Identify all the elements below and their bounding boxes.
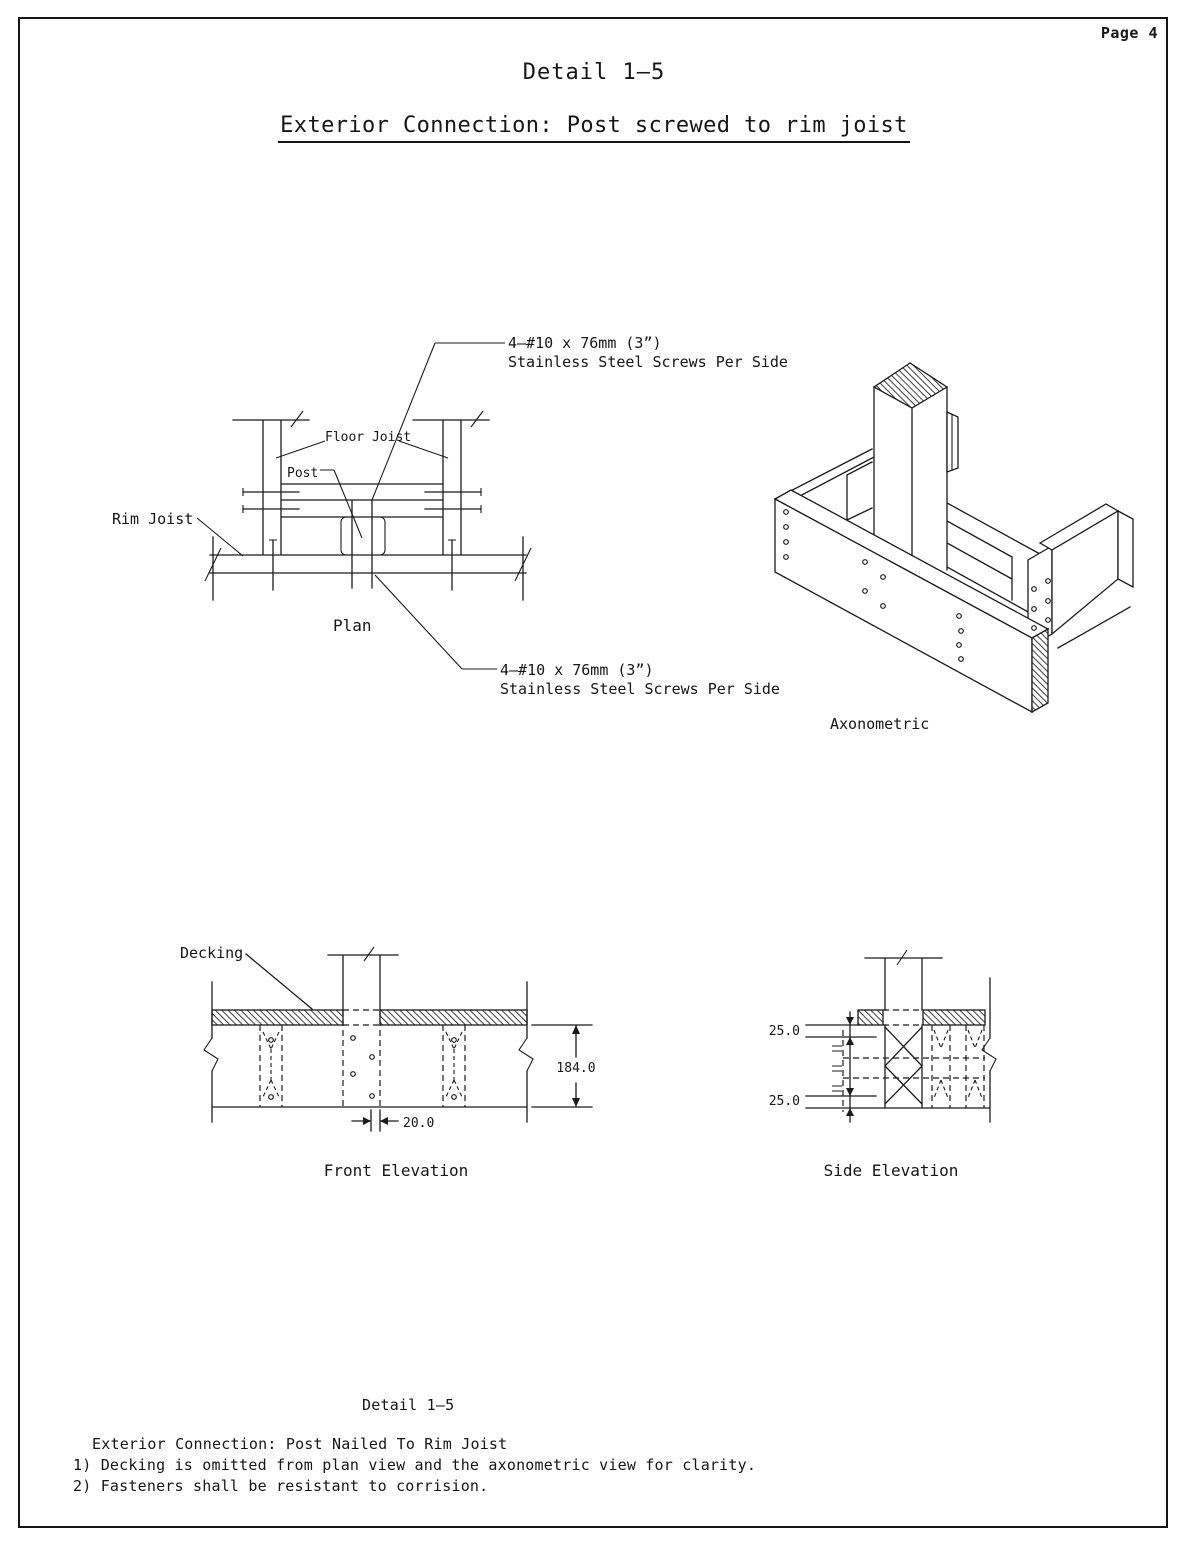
- screw-callout-top: [508, 334, 788, 371]
- width-dimension: 20.0: [403, 1116, 435, 1131]
- hidden-screw-pattern: [263, 1032, 462, 1097]
- plan-label: Plan: [333, 616, 372, 635]
- callout-bottom-line2: Stainless Steel Screws Per Side: [500, 680, 780, 698]
- callout-bottom-line1: 4–#10 x 76mm (3”): [500, 661, 654, 679]
- note-2: 2) Fasteners shall be resistant to corrision.: [73, 1477, 489, 1495]
- detail-title: Detail 1–5: [522, 60, 666, 85]
- decking-label: Decking: [180, 944, 244, 962]
- floor-joist-label: Floor Joist: [325, 430, 412, 445]
- notes-detail-ref: Detail 1–5: [362, 1396, 455, 1414]
- post-label: Post: [287, 466, 319, 481]
- axonometric-view: [775, 363, 1133, 733]
- rim-joist-label: Rim Joist: [112, 510, 194, 528]
- plan-post-blocking: [341, 517, 385, 555]
- side-decking-hatch-left: [858, 1010, 883, 1025]
- side-bottom-dimension: 25.0: [768, 1094, 800, 1109]
- decking-hatch-left: [212, 1010, 343, 1025]
- side-top-dimension: 25.0: [768, 1024, 800, 1039]
- plan-view: [112, 334, 788, 698]
- screw-callout-bottom: [500, 661, 780, 698]
- callout-top-line1: 4–#10 x 76mm (3”): [508, 334, 662, 352]
- front-elevation-view: [180, 944, 596, 1180]
- detail-subtitle: Exterior Connection: Post screwed to rim joist: [278, 113, 910, 143]
- front-elevation-label: Front Elevation: [323, 1161, 469, 1180]
- axonometric-label: Axonometric: [830, 715, 930, 733]
- callout-top-line2: Stainless Steel Screws Per Side: [508, 353, 788, 371]
- height-dimension: 184.0: [556, 1061, 596, 1076]
- axon-right-joist-end: [1118, 511, 1133, 587]
- axon-rim-joist-cut-end: [1032, 629, 1048, 712]
- page-number: Page 4: [1100, 24, 1158, 42]
- side-elevation-label: Side Elevation: [823, 1161, 959, 1180]
- decking-hatch-right: [380, 1010, 527, 1025]
- notes-subtitle: Exterior Connection: Post Nailed To Rim Joist: [92, 1435, 508, 1453]
- note-1: 1) Decking is omitted from plan view and the axonometric view for clarity.: [73, 1456, 757, 1474]
- side-decking-hatch-right: [923, 1010, 985, 1025]
- side-elevation-view: [769, 950, 996, 1180]
